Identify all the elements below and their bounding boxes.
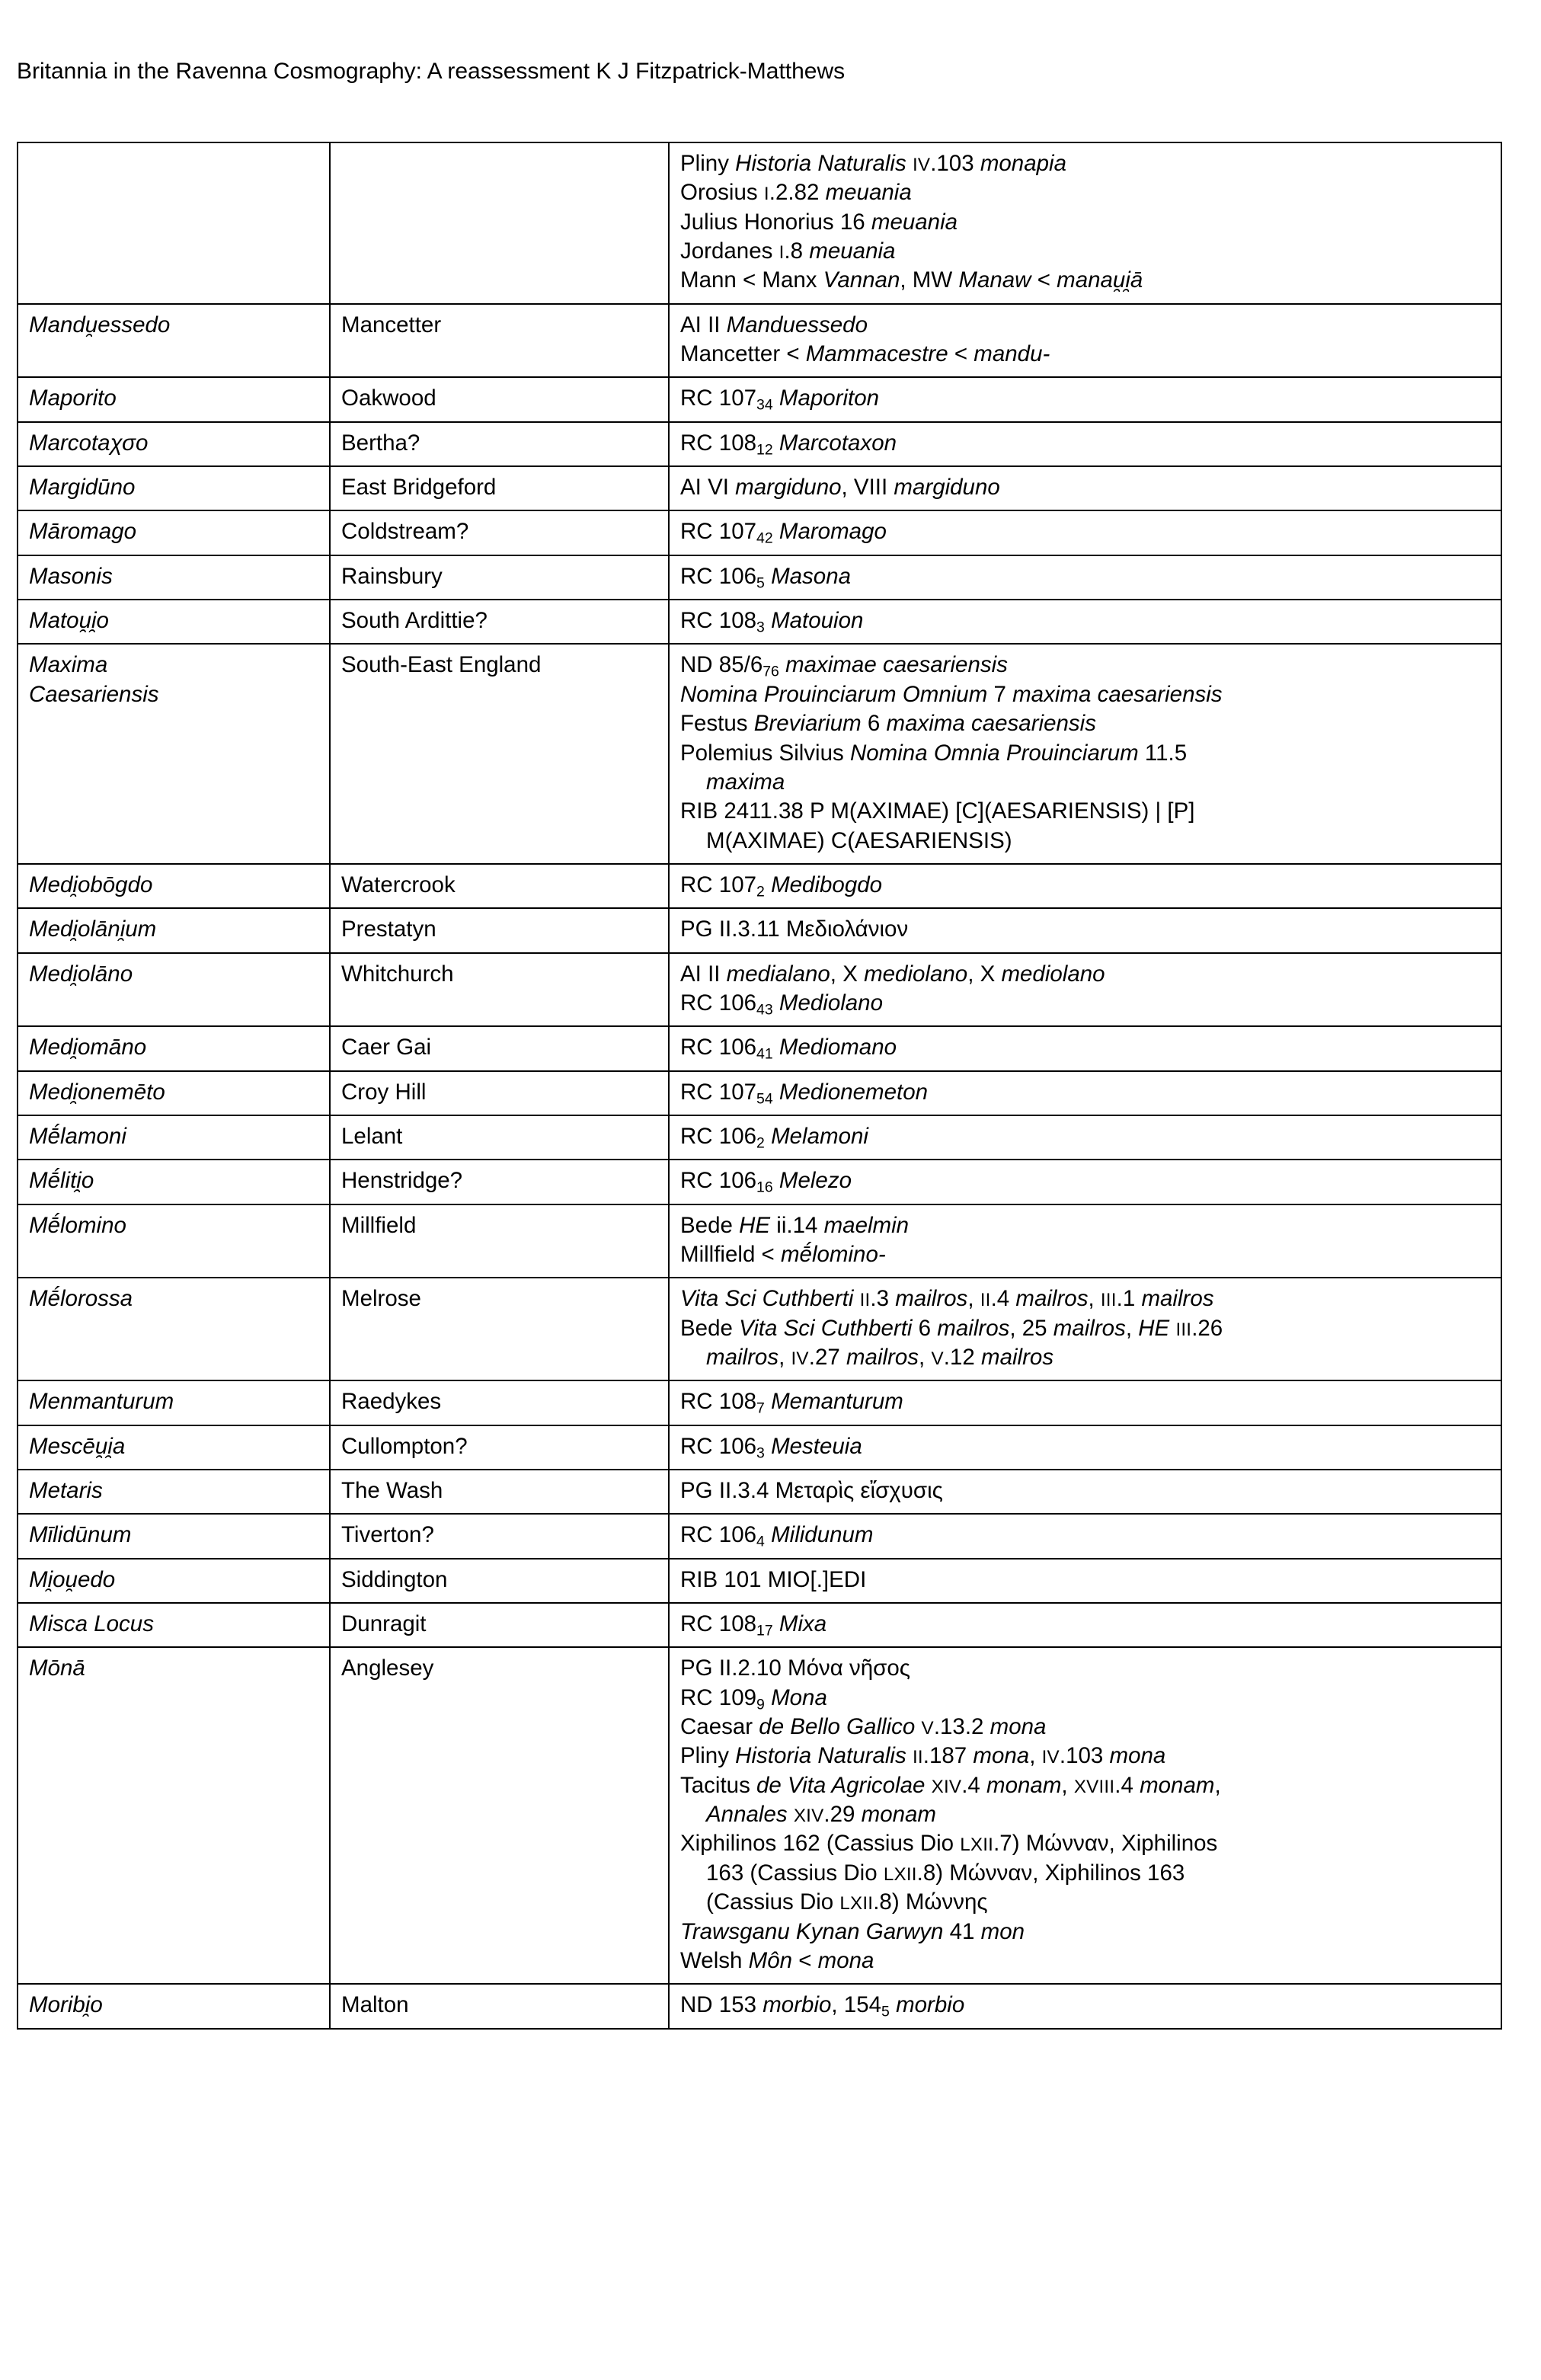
- cell-ancient-name: Maporito: [18, 377, 330, 421]
- cell-modern-name: South Ardittie?: [330, 600, 669, 644]
- cell-sources: RC $106_4$ Milidunum: [669, 1514, 1501, 1558]
- table-row: [18, 1514, 1501, 1558]
- cell-sources: AI VI margiduno, VIII margiduno: [669, 466, 1501, 510]
- cell-ancient-name: Menmanturum: [18, 1380, 330, 1425]
- cell-ancient-name: Mḗlomino: [18, 1204, 330, 1278]
- table-row: [18, 510, 1501, 555]
- cell-ancient-name: Metaris: [18, 1470, 330, 1514]
- table-row: [18, 466, 1501, 510]
- table-row: [18, 1470, 1501, 1514]
- cell-sources: RC $106_{16}$ Melezo: [669, 1160, 1501, 1204]
- cell-sources: ND 153 morbio, $154_5$ morbio: [669, 1984, 1501, 2028]
- cell-modern-name: Lelant: [330, 1115, 669, 1160]
- table-row: [18, 1026, 1501, 1070]
- cell-modern-name: Raedykes: [330, 1380, 669, 1425]
- cell-modern-name: Whitchurch: [330, 953, 669, 1027]
- cell-ancient-name: Mandu̯essedo: [18, 304, 330, 378]
- cell-modern-name: Melrose: [330, 1278, 669, 1380]
- cell-modern-name: Caer Gai: [330, 1026, 669, 1070]
- cell-sources: ND $85/6_{76}$ maximae caesariensis Nomina Prouinciarum Omnium 7 maxima caesariensis Festus Breviarium 6 maxima caesariensis Polemius Silvius Nomina Omnia Prouinciarum 11.5 maxima RIB 2411.38 P M(AXIMAE) [C](AESARIENSIS) | [P] M(AXIMAE) C(AESARIENSIS): [669, 644, 1501, 863]
- table-row: [18, 1559, 1501, 1603]
- cell-ancient-name: [18, 142, 330, 304]
- cell-ancient-name: Māromago: [18, 510, 330, 555]
- table-row: [18, 1160, 1501, 1204]
- cell-sources: RC $107_{54}$ Medionemeton: [669, 1071, 1501, 1115]
- cell-ancient-name: Mescēu̯i̯a: [18, 1425, 330, 1470]
- cell-modern-name: Siddington: [330, 1559, 669, 1603]
- cell-sources: PG II.3.11 Μεδιολάνιον: [669, 908, 1501, 952]
- cell-modern-name: Mancetter: [330, 304, 669, 378]
- cell-modern-name: Malton: [330, 1984, 669, 2028]
- cell-ancient-name: Matou̯i̯o: [18, 600, 330, 644]
- table-row: [18, 555, 1501, 600]
- cell-sources: RC $108_3$ Matouion: [669, 600, 1501, 644]
- table-row: [18, 422, 1501, 466]
- cell-modern-name: [330, 142, 669, 304]
- cell-modern-name: The Wash: [330, 1470, 669, 1514]
- cell-ancient-name: Mḗlorossa: [18, 1278, 330, 1380]
- cell-modern-name: Coldstream?: [330, 510, 669, 555]
- cell-modern-name: Bertha?: [330, 422, 669, 466]
- running-head: Britannia in the Ravenna Cosmography: A reassessment K J Fitzpatrick-Matthews: [17, 59, 846, 84]
- cell-ancient-name: Mḗlamoni: [18, 1115, 330, 1160]
- cell-modern-name: Tiverton?: [330, 1514, 669, 1558]
- cell-sources: Bede HE ii.14 maelmin Millfield < mḗlomino-: [669, 1204, 1501, 1278]
- cell-ancient-name: Medi̯obōgdo: [18, 864, 330, 908]
- cell-sources: RC $107_{42}$ Maromago: [669, 510, 1501, 555]
- cell-sources: RC $106_2$ Melamoni: [669, 1115, 1501, 1160]
- cell-modern-name: South-East England: [330, 644, 669, 863]
- table-row: [18, 864, 1501, 908]
- cell-sources: Pliny Historia Naturalis IV.103 monapia Orosius I.2.82 meuania Julius Honorius 16 meuania Jordanes I.8 meuania Mann < Manx Vannan, MW Manaw < manau̯i̯ā: [669, 142, 1501, 304]
- cell-ancient-name: Medi̯olāni̯um: [18, 908, 330, 952]
- cell-modern-name: Rainsbury: [330, 555, 669, 600]
- cell-sources: RC $107_2$ Medibogdo: [669, 864, 1501, 908]
- cell-sources: Vita Sci Cuthberti II.3 mailros, II.4 mailros, III.1 mailros Bede Vita Sci Cuthberti 6 mailros, 25 mailros, HE III.26 mailros, IV.27 mailros, V.12 mailros: [669, 1278, 1501, 1380]
- cell-ancient-name: Moribi̯o: [18, 1984, 330, 2028]
- cell-modern-name: Henstridge?: [330, 1160, 669, 1204]
- cell-modern-name: Anglesey: [330, 1647, 669, 1984]
- cell-modern-name: Oakwood: [330, 377, 669, 421]
- cell-ancient-name: Mīlidūnum: [18, 1514, 330, 1558]
- table-row: [18, 1278, 1501, 1380]
- table-row: [18, 600, 1501, 644]
- table-row: [18, 1984, 1501, 2028]
- table-row: [18, 304, 1501, 378]
- table-row: [18, 1115, 1501, 1160]
- cell-sources: RC $106_{41}$ Mediomano: [669, 1026, 1501, 1070]
- cell-ancient-name: Marcotaχσo: [18, 422, 330, 466]
- cell-sources: RC $108_7$ Memanturum: [669, 1380, 1501, 1425]
- table-row: [18, 1071, 1501, 1115]
- cell-sources: RC $108_{17}$ Mixa: [669, 1603, 1501, 1647]
- cell-ancient-name: Mōnā: [18, 1647, 330, 1984]
- cell-ancient-name: Misca Locus: [18, 1603, 330, 1647]
- cell-sources: RC $106_5$ Masona: [669, 555, 1501, 600]
- table-row: [18, 1425, 1501, 1470]
- table-row: [18, 377, 1501, 421]
- cell-sources: PG II.2.10 Μόνα νῆσος RC $109_9$ Mona Caesar de Bello Gallico V.13.2 mona Pliny Historia Naturalis II.187 mona, IV.103 mona Tacitus de Vita Agricolae XIV.4 monam, XVIII.4 monam, Annales XIV.29 monam Xiphilinos 162 (Cassius Dio LXII.7) Μώνναν, Xiphilinos 163 (Cassius Dio LXII.8) Μώνναν, Xiphilinos 163 (Cassius Dio LXII.8) Μώννης Trawsganu Kynan Garwyn 41 mon Welsh Môn < mona: [669, 1647, 1501, 1984]
- cell-sources: RC $106_3$ Mesteuia: [669, 1425, 1501, 1470]
- cell-sources: AI II medialano, X mediolano, X mediolano RC $106_{43}$ Mediolano: [669, 953, 1501, 1027]
- cell-ancient-name: Medi̯onemēto: [18, 1071, 330, 1115]
- cell-ancient-name: Margidūno: [18, 466, 330, 510]
- cell-sources: RC $107_{34}$ Maporiton: [669, 377, 1501, 421]
- cell-ancient-name: Mḗliti̯o: [18, 1160, 330, 1204]
- cell-modern-name: Prestatyn: [330, 908, 669, 952]
- table-row: [18, 142, 1501, 304]
- table-row: [18, 908, 1501, 952]
- cell-sources: RC $108_{12}$ Marcotaxon: [669, 422, 1501, 466]
- table-row: [18, 1204, 1501, 1278]
- cell-sources: AI II Manduessedo Mancetter < Mammacestre < mandu-: [669, 304, 1501, 378]
- cell-modern-name: Millfield: [330, 1204, 669, 1278]
- cell-modern-name: Watercrook: [330, 864, 669, 908]
- cell-modern-name: East Bridgeford: [330, 466, 669, 510]
- cell-ancient-name: Masonis: [18, 555, 330, 600]
- gazetteer-table: [17, 142, 1502, 2030]
- cell-modern-name: Dunragit: [330, 1603, 669, 1647]
- cell-sources: PG II.3.4 Μεταρὶς εἴσχυσις: [669, 1470, 1501, 1514]
- table-row: [18, 1380, 1501, 1425]
- cell-ancient-name: Mi̯ou̯edo: [18, 1559, 330, 1603]
- table-row: [18, 644, 1501, 863]
- cell-ancient-name: Medi̯olāno: [18, 953, 330, 1027]
- table-row: [18, 1603, 1501, 1647]
- table-row: [18, 1647, 1501, 1984]
- cell-modern-name: Cullompton?: [330, 1425, 669, 1470]
- cell-ancient-name: Maxima Caesariensis: [18, 644, 330, 863]
- table-row: [18, 953, 1501, 1027]
- cell-ancient-name: Medi̯omāno: [18, 1026, 330, 1070]
- cell-modern-name: Croy Hill: [330, 1071, 669, 1115]
- cell-sources: RIB 101 MIO[.]EDI: [669, 1559, 1501, 1603]
